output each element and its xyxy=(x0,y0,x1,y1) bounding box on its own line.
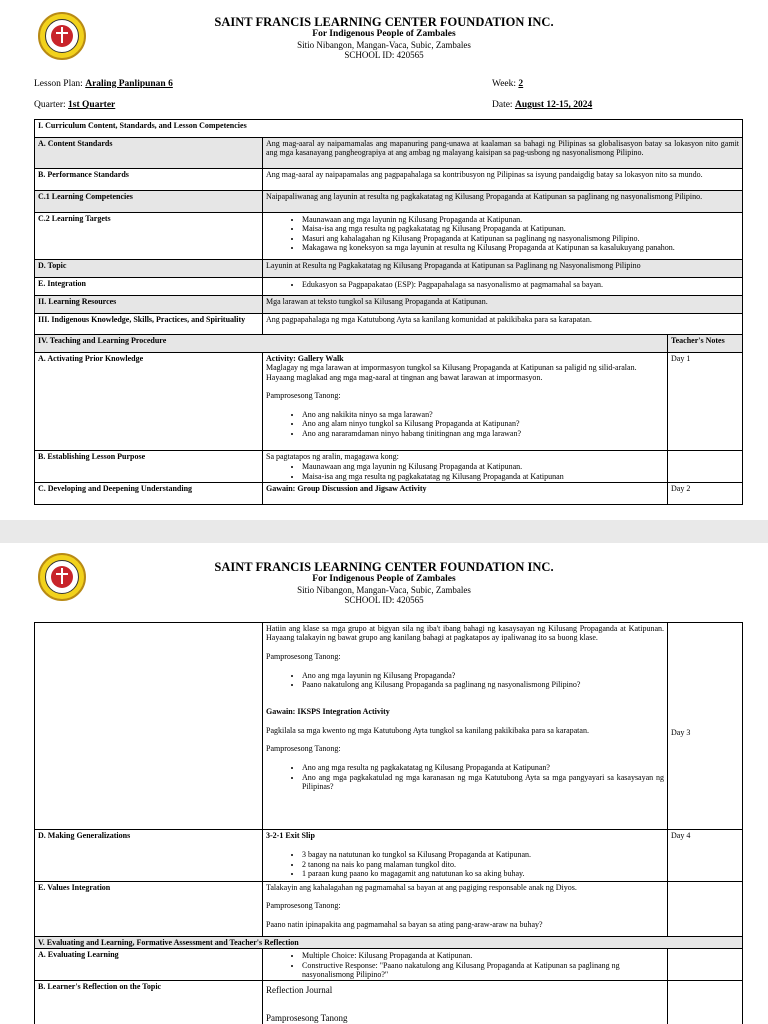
list-item: • Maunawaan ang mga layunin ng Kilusang Propaganda at Katipunan. xyxy=(302,215,739,224)
row-content: Naipapaliwanag ang layunin at resulta ng pagkakatatag ng Kilusang Propaganda at Katipunan sa paglinang ng nasyonalismong Pilipino. xyxy=(263,191,743,213)
date-label: Date: xyxy=(492,100,513,110)
teachers-note: Day 4 xyxy=(668,830,743,882)
school-tagline: For Indigenous People of Zambales xyxy=(312,29,456,39)
row-content xyxy=(263,949,668,981)
row-content: Gawain: Group Discussion and Jigsaw Activity xyxy=(263,483,668,505)
quarter-value: 1st Quarter xyxy=(68,100,116,110)
processing-questions-label: Pamprosesong Tanong: xyxy=(266,651,341,661)
questions-list xyxy=(266,763,664,791)
integration-list xyxy=(266,280,739,289)
teachers-note xyxy=(668,981,743,1024)
row-label: D. Making Generalizations xyxy=(35,830,263,882)
teachers-note: Day 1 xyxy=(668,353,743,451)
list-item: • Edukasyon sa Pagpapakatao (ESP): Pagpapahalaga sa nasyonalismo at pagmamahal sa bayan. xyxy=(302,280,739,289)
note-day-3: Day 3 xyxy=(671,728,691,737)
school-id: SCHOOL ID: 420565 xyxy=(344,595,424,605)
section-header: IV. Teaching and Learning Procedure xyxy=(35,335,668,353)
document-header xyxy=(0,560,768,605)
section-header: V. Evaluating and Learning, Formative Assessment and Teacher's Reflection xyxy=(35,937,743,949)
list-item: • Maisa-isa ang mga resulta ng pagkakatatag ng Kilusang Propaganda at Katipunan xyxy=(302,472,664,481)
teachers-note xyxy=(668,882,743,937)
row-content: Layunin at Resulta ng Pagkakatatag ng Kilusang Propaganda at Katipunan sa Paglinang ng Nasyonalismong Pilipino xyxy=(263,260,743,278)
teachers-note xyxy=(668,623,743,830)
row-content xyxy=(263,830,668,882)
activity-text: Maglagay ng mga larawan at impormasyon tungkol sa Kilusang Propaganda at Katipunan sa paligid ng silid-aralan. Hayaang maglakad ang mga mag-aaral at tingnan ang bawat larawan at impormasyon. xyxy=(266,363,637,382)
row-label: C.1 Learning Competencies xyxy=(35,191,263,213)
values-text: Talakayin ang kahalagahan ng pagmamahal sa bayan at ang pagiging responsable anak ng Diyos. xyxy=(266,883,577,892)
processing-questions-label: Pamprosesong Tanong: xyxy=(266,901,341,911)
list-item: • Ano ang alam ninyo tungkol sa Kilusang Propaganda at Katipunan? xyxy=(302,419,664,428)
list-item: • Ano ang mga layunin ng Kilusang Propaganda? xyxy=(302,671,664,680)
school-name: SAINT FRANCIS LEARNING CENTER FOUNDATION INC. xyxy=(214,15,554,29)
row-label: B. Learner's Reflection on the Topic xyxy=(35,981,263,1024)
list-item: • Ano ang nakikita ninyo sa mga larawan? xyxy=(302,410,664,419)
row-content xyxy=(263,623,668,830)
quarter-field xyxy=(34,100,115,110)
list-item: • Ano ang mga pagkakatulad ng mga karanasan ng mga Katutubong Ayta sa mga pangyayari sa kasaysayan ng Pilipinas? xyxy=(302,773,664,792)
teachers-note: Day 2 xyxy=(668,483,743,505)
school-name: SAINT FRANCIS LEARNING CENTER FOUNDATION INC. xyxy=(214,560,554,574)
school-id: SCHOOL ID: 420565 xyxy=(344,50,424,60)
row-label: C. Developing and Deepening Understanding xyxy=(35,483,263,505)
lesson-plan-table-continued xyxy=(34,622,743,1024)
teachers-note xyxy=(668,451,743,483)
iksps-activity-title: Gawain: IKSPS Integration Activity xyxy=(266,707,390,717)
quarter-label: Quarter: xyxy=(34,100,66,110)
activity-title: Activity: Gallery Walk xyxy=(266,354,344,363)
exit-slip-title: 3-2-1 Exit Slip xyxy=(266,831,315,840)
teachers-notes-header: Teacher's Notes xyxy=(668,335,743,353)
row-label: A. Evaluating Learning xyxy=(35,949,263,981)
date-field xyxy=(492,100,592,110)
lesson-plan-table xyxy=(34,119,743,505)
row-label: A. Activating Prior Knowledge xyxy=(35,353,263,451)
lesson-plan-label: Lesson Plan: xyxy=(34,79,83,89)
list-item: • Paano nakatulong ang Kilusang Propaganda sa paglinang ng nasyonalismong Pilipino? xyxy=(302,680,664,689)
purpose-intro: Sa pagtatapos ng aralin, magagawa kong: xyxy=(266,452,399,461)
list-item: • Masuri ang kahalagahan ng Kilusang Propaganda at Katipunan sa paglinang ng nasyonalismong Pilipino. xyxy=(302,234,739,243)
row-label xyxy=(35,623,263,830)
row-label: E. Values Integration xyxy=(35,882,263,937)
row-label: II. Learning Resources xyxy=(35,296,263,314)
row-content xyxy=(263,213,743,260)
iksps-activity-text: Pagkilala sa mga kwento ng mga Katutubong Ayta tungkol sa kanilang pakikibaka para sa karapatan. xyxy=(266,725,589,735)
reflection-journal: Reflection Journal xyxy=(266,985,333,996)
row-label: C.2 Learning Targets xyxy=(35,213,263,260)
date-value: August 12-15, 2024 xyxy=(514,100,593,110)
row-content: Ang mag-aaral ay naipapamalas ang pagpapahalaga sa kontribusyon ng Pilipinas sa isyung pandaigdig batay sa lokasyon nito sa mundo. xyxy=(263,169,743,191)
values-question: Paano natin ipinapakita ang pagmamahal sa bayan sa ating pang-araw-araw na buhay? xyxy=(266,919,543,929)
row-content xyxy=(263,451,668,483)
row-label: B. Performance Standards xyxy=(35,169,263,191)
list-item: • 1 paraan kung paano ko magagamit ang natutunan ko sa aking buhay. xyxy=(302,869,664,878)
week-value: 2 xyxy=(518,79,524,89)
questions-list xyxy=(266,671,664,690)
list-item: • Ano ang nararamdaman ninyo habang tinitingnan ang mga larawan? xyxy=(302,429,664,438)
row-label: D. Topic xyxy=(35,260,263,278)
row-content xyxy=(263,981,668,1024)
teachers-note xyxy=(668,949,743,981)
questions-list xyxy=(266,410,664,438)
list-item: • Constructive Response: "Paano nakatulong ang Kilusang Propaganda at Katipunan sa paglinang ng nasyonalismong Pilipino?" xyxy=(302,961,664,980)
evaluation-list xyxy=(266,951,664,979)
document-header xyxy=(0,15,768,60)
list-item: • Maunawaan ang mga layunin ng Kilusang Propaganda at Katipunan. xyxy=(302,462,664,471)
row-content: Ang pagpapahalaga ng mga Katutubong Ayta sa kanilang komunidad at pakikibaka para sa karapatan. xyxy=(263,314,743,335)
processing-questions-label: Pamprosesong Tanong: xyxy=(266,390,341,400)
processing-questions-label: Pamprosesong Tanong: xyxy=(266,744,341,754)
learning-targets-list xyxy=(266,215,739,252)
week-label: Week: xyxy=(492,79,517,89)
school-tagline: For Indigenous People of Zambales xyxy=(312,574,456,584)
reflection-question-label: Pamprosesong Tanong xyxy=(266,1012,348,1023)
list-item: • Ano ang mga resulta ng pagkakatatag ng Kilusang Propaganda at Katipunan? xyxy=(302,763,664,772)
row-label: B. Establishing Lesson Purpose xyxy=(35,451,263,483)
row-content: Ang mag-aaral ay naipamamalas ang mapanuring pang-unawa at kaalaman sa bahagi ng Pilipinas sa globalisasyon batay sa lokasyon nito gamit ang mga kasanayang pangheograpiya at ang ambag ng malayang kaisipan sa pag-usbong ng nasyonalismong Pilipino. xyxy=(263,138,743,169)
page-2 xyxy=(0,543,768,1024)
list-item: • 3 bagay na natutunan ko tungkol sa Kilusang Propaganda at Katipunan. xyxy=(302,850,664,859)
group-activity-text: Hatiin ang klase sa mga grupo at bigyan sila ng iba't ibang bahagi ng kasaysayan ng Kilusang Propaganda at Katipunan. Hayaang talakayin ng bawat grupo ang kanilang bahagi at pagkatapos ay ipaliwanag ito sa buong klase. xyxy=(266,624,664,643)
lesson-plan-value: Araling Panlipunan 6 xyxy=(85,79,173,89)
row-label: A. Content Standards xyxy=(35,138,263,169)
row-content: Mga larawan at teksto tungkol sa Kilusang Propaganda at Katipunan. xyxy=(263,296,743,314)
row-content xyxy=(263,278,743,296)
week-field xyxy=(492,79,523,89)
list-item: • 2 tanong na nais ko pang malaman tungkol dito. xyxy=(302,860,664,869)
purpose-list xyxy=(266,462,664,481)
row-label: III. Indigenous Knowledge, Skills, Practices, and Spirituality xyxy=(35,314,263,335)
school-address: Sitio Nibangon, Mangan-Vaca, Subic, Zambales xyxy=(297,585,471,595)
list-item: • Multiple Choice: Kilusang Propaganda at Katipunan. xyxy=(302,951,664,960)
lesson-plan-field xyxy=(34,79,173,89)
section-header: I. Curriculum Content, Standards, and Lesson Competencies xyxy=(35,120,743,138)
exit-slip-list xyxy=(266,850,664,878)
row-content xyxy=(263,353,668,451)
row-label: E. Integration xyxy=(35,278,263,296)
row-content xyxy=(263,882,668,937)
list-item: • Maisa-isa ang mga resulta ng pagkakatatag ng Kilusang Propaganda at Katipunan. xyxy=(302,224,739,233)
list-item: • Makagawa ng koneksyon sa mga layunin at resulta ng Kilusang Propaganda at Katipunan sa kasalukuyang panahon. xyxy=(302,243,739,252)
school-address: Sitio Nibangon, Mangan-Vaca, Subic, Zambales xyxy=(297,40,471,50)
